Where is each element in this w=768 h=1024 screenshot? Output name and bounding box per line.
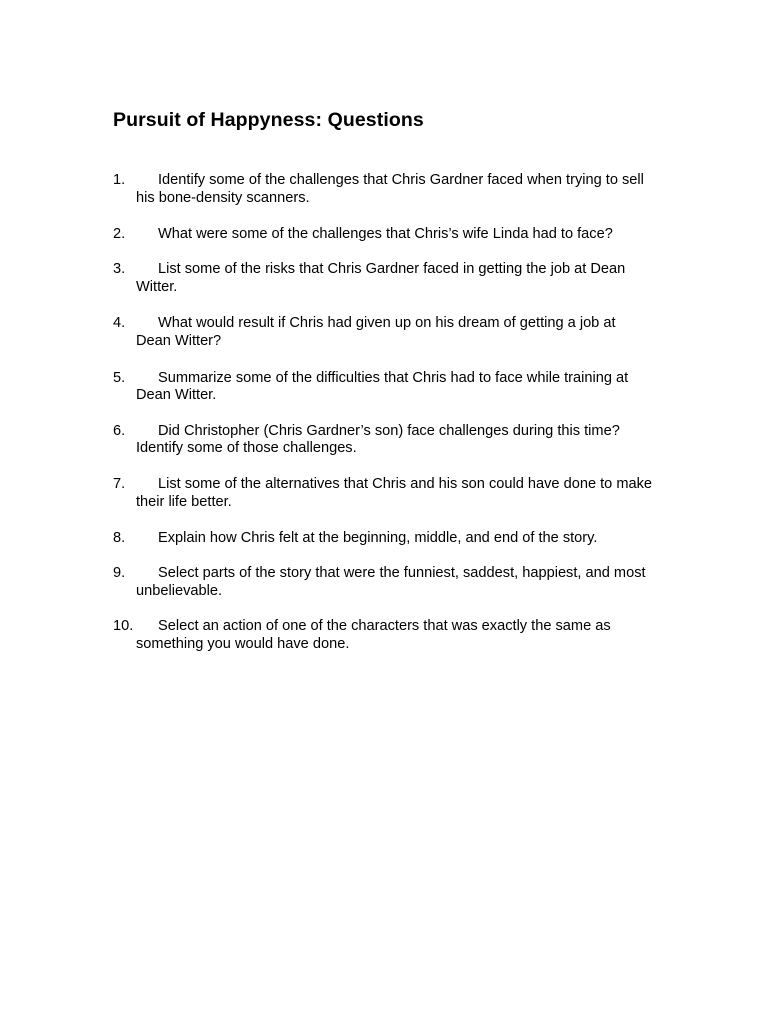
question-item <box>113 476 653 512</box>
question-number: 5. <box>113 369 126 386</box>
question-text: List some of the risks that Chris Gardner faced in getting the job at Dean Witter. <box>136 261 626 296</box>
question-item <box>113 315 653 351</box>
question-number: 6. <box>113 422 126 439</box>
question-item <box>113 565 653 601</box>
question-text: Explain how Chris felt at the beginning, middle, and end of the story. <box>158 529 598 546</box>
question-text: List some of the alternatives that Chris and his son could have done to make their life better. <box>136 475 653 510</box>
question-number: 1. <box>113 172 126 188</box>
question-number: 9. <box>113 565 126 582</box>
question-text: Select an action of one of the characters that was exactly the same as something you would have done. <box>136 618 611 653</box>
question-text: Identify some of the challenges that Chris Gardner faced when trying to sell his bone-density scanners. <box>136 172 644 206</box>
question-item <box>113 226 653 244</box>
question-item <box>113 370 653 406</box>
question-item <box>113 530 653 548</box>
question-item <box>113 261 653 297</box>
question-item <box>113 423 653 459</box>
question-number: 10. <box>113 618 134 635</box>
question-item <box>113 172 653 208</box>
question-text: Did Christopher (Chris Gardner’s son) face challenges during this time? Identify some of those challenges. <box>136 422 620 457</box>
question-number: 3. <box>113 261 126 278</box>
question-number: 2. <box>113 226 126 243</box>
question-number: 4. <box>113 315 126 332</box>
question-text: What would result if Chris had given up on his dream of getting a job at Dean Witter? <box>136 315 616 350</box>
question-number: 8. <box>113 529 126 546</box>
question-item <box>113 618 653 654</box>
question-text: What were some of the challenges that Chris’s wife Linda had to face? <box>158 226 613 243</box>
question-text: Summarize some of the difficulties that Chris had to face while training at Dean Witter. <box>136 369 629 404</box>
question-list <box>113 172 653 654</box>
question-text: Select parts of the story that were the funniest, saddest, happiest, and most unbelievable. <box>136 565 646 599</box>
page-title: Pursuit of Happyness: Questions <box>113 109 424 131</box>
question-number: 7. <box>113 475 126 492</box>
